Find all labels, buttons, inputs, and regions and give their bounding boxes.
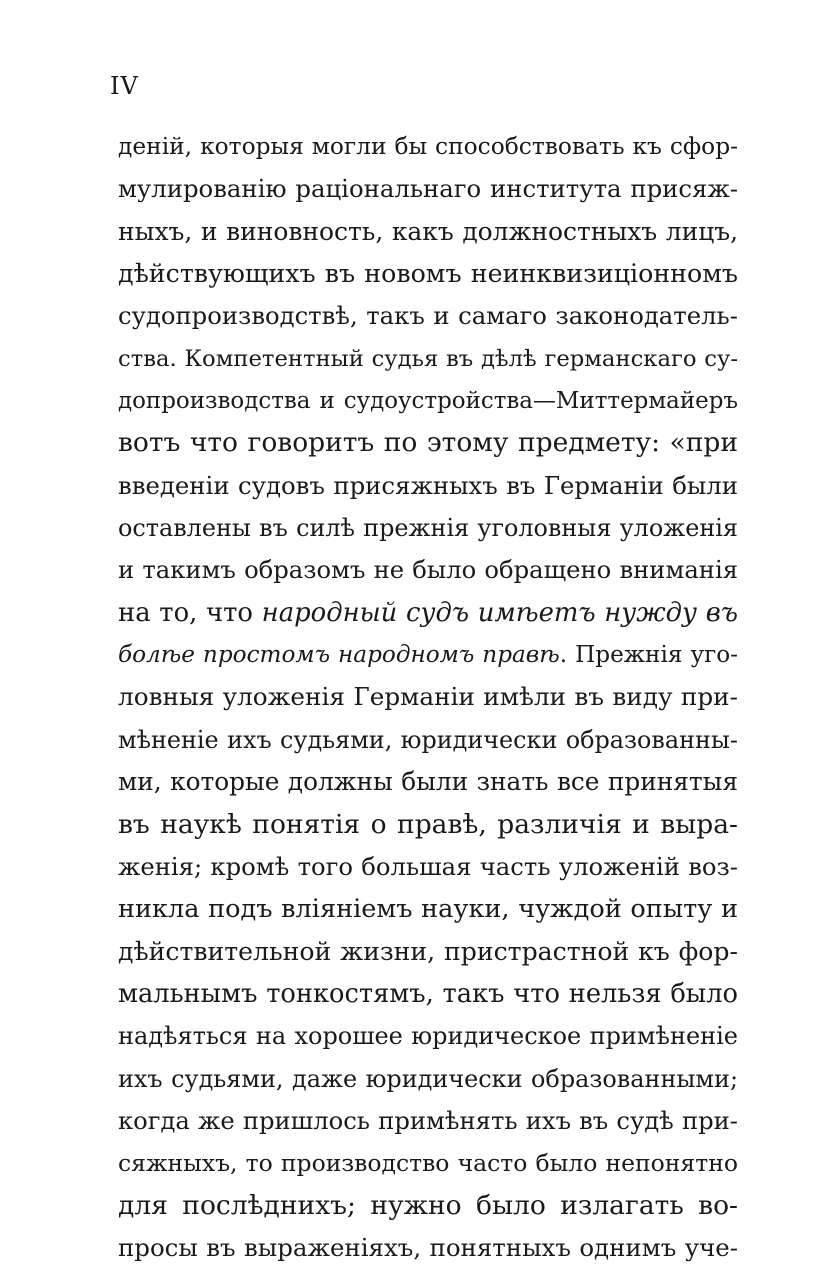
- text-line: [118, 1058, 738, 1100]
- text-segment: надѣяться на хорошее юридическое примѣненіе: [118, 1022, 738, 1051]
- text-segment: судопроизводствѣ, такъ и самаго законодатель-: [118, 301, 738, 331]
- text-line: [118, 719, 738, 761]
- text-segment: . Прежнія уго-: [559, 642, 738, 669]
- text-segment: въ наукѣ понятія о правѣ, различія и выра-: [118, 808, 738, 840]
- text-segment: мальнымъ тонкостямъ, такъ что нельзя было: [118, 978, 738, 1009]
- text-segment: дѣйствующихъ въ новомъ неинквизиціонномъ: [118, 259, 738, 289]
- text-line: [118, 422, 738, 464]
- text-line: [118, 1142, 738, 1184]
- text-segment: ства. Компетентный судья въ дѣлѣ германскаго су-: [118, 345, 738, 372]
- italic-text-segment: болѣе простомъ народномъ правѣ: [118, 642, 560, 669]
- text-line: [118, 846, 738, 888]
- italic-text-segment: народный судъ имѣетъ нужду въ: [261, 597, 738, 628]
- text-line: [118, 676, 738, 718]
- text-line: [118, 1100, 738, 1142]
- text-segment: деній, которыя могли бы способствовать къ сфор-: [118, 133, 738, 160]
- text-line: [118, 931, 738, 973]
- text-segment: вотъ что говоритъ по этому предмету: «при: [118, 427, 738, 459]
- text-line: [118, 761, 738, 803]
- text-line: [118, 380, 738, 422]
- text-line: [118, 295, 738, 337]
- text-segment: на то, что: [118, 597, 262, 628]
- text-line: [118, 1227, 738, 1269]
- text-line: [118, 253, 738, 295]
- text-segment: ихъ судьями, даже юридически образованными;: [118, 1064, 738, 1093]
- text-line: [118, 973, 738, 1015]
- text-line: [118, 888, 738, 930]
- text-segment: когда же пришлось примѣнять ихъ въ судѣ при-: [118, 1105, 738, 1135]
- text-segment: ми, которые должны были знать все принятыя: [118, 767, 738, 797]
- text-line: [118, 338, 738, 380]
- page-number: IV: [110, 72, 139, 100]
- text-segment: введеніи судовъ присяжныхъ въ Германіи были: [118, 470, 738, 500]
- text-segment: женія; кромѣ того большая часть уложеній воз-: [118, 851, 738, 881]
- text-line: [118, 211, 738, 253]
- text-segment: дѣйствительной жизни, пристрастной къ фор-: [118, 936, 738, 966]
- text-segment: допроизводства и судоустройства—Миттермайеръ: [118, 388, 738, 415]
- body-text: [118, 126, 738, 1269]
- text-line: [118, 507, 738, 549]
- text-segment: мулированію раціональнаго института присяж-: [118, 174, 738, 204]
- text-line: [118, 634, 738, 676]
- text-segment: мѣненіе ихъ судьями, юридически образованны-: [118, 725, 738, 754]
- text-line: [118, 465, 738, 507]
- text-line: [118, 126, 738, 168]
- text-segment: просы въ выраженіяхъ, понятныхъ однимъ уче-: [118, 1232, 738, 1262]
- text-segment: и такимъ образомъ не было обращено вниманія: [118, 555, 738, 585]
- text-segment: оставлены въ силѣ прежнія уголовныя уложенія: [118, 514, 738, 543]
- text-segment: ловныя уложенія Германіи имѣли въ виду при-: [118, 682, 738, 712]
- text-line: [118, 168, 738, 210]
- text-segment: никла подъ вліяніемъ науки, чуждой опыту и: [118, 894, 738, 925]
- text-segment: ныхъ, и виновность, какъ должностныхъ лицъ,: [118, 216, 738, 246]
- text-line: [118, 592, 738, 634]
- text-segment: сяжныхъ, то производство часто было непонятно: [118, 1149, 738, 1178]
- text-segment: для послѣднихъ; нужно было излагать во-: [118, 1189, 738, 1221]
- text-line: [118, 549, 738, 591]
- text-line: [118, 804, 738, 846]
- text-line: [118, 1015, 738, 1057]
